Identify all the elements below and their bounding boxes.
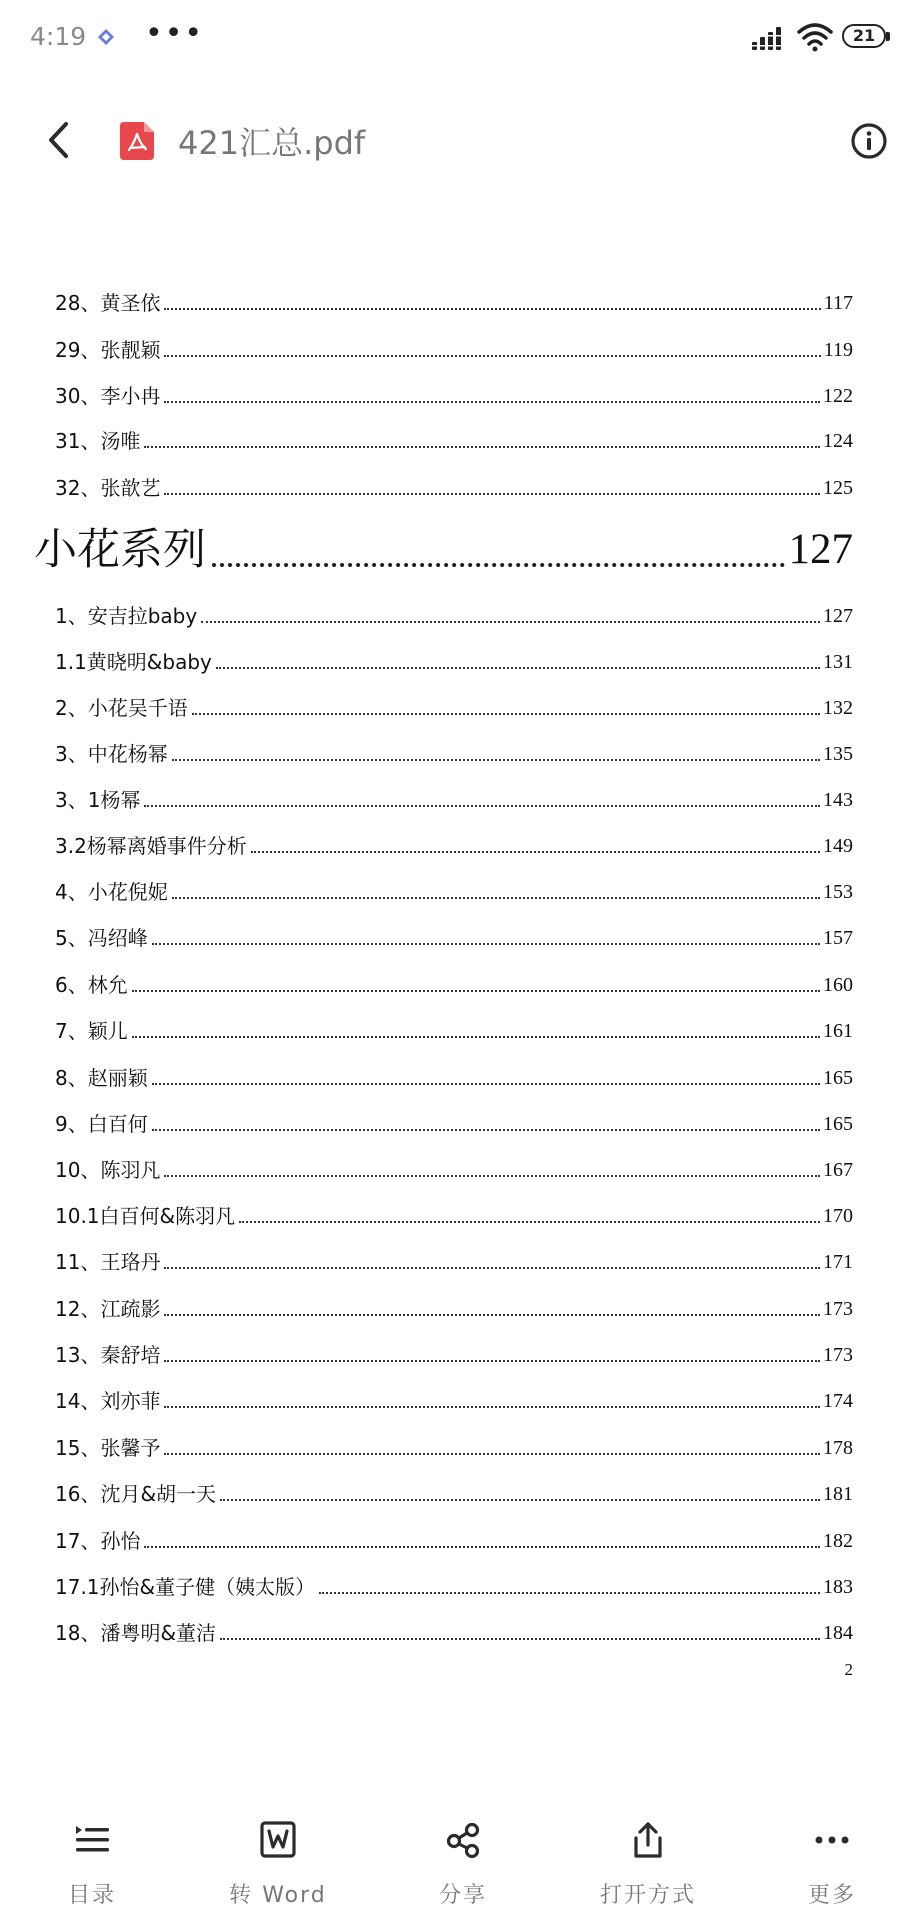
toc-entry-page: 125	[823, 477, 853, 499]
app-notification-icon	[96, 27, 116, 47]
toc-leader	[164, 355, 820, 357]
toc-entry-page: 143	[823, 789, 853, 811]
toc-entry-title: 10.1白百何&陈羽凡	[55, 1204, 236, 1228]
word-doc-icon	[258, 1820, 298, 1860]
toc-entry[interactable]	[55, 962, 853, 998]
page-number: 2	[844, 1660, 853, 1679]
toc-leader	[144, 446, 820, 448]
toc-entry-title: 8、赵丽颖	[55, 1066, 148, 1090]
signal-icon	[752, 24, 788, 52]
toc-entry[interactable]	[55, 1332, 853, 1368]
toc-entry[interactable]	[55, 1564, 853, 1600]
toc-entry-page: 135	[823, 743, 853, 765]
toc-entry[interactable]	[55, 1239, 853, 1275]
toc-entry-page: 178	[823, 1437, 853, 1459]
toc-entry[interactable]	[55, 731, 853, 767]
status-bar	[0, 0, 922, 76]
toc-leader	[164, 401, 820, 403]
toc-entry-title: 18、潘粤明&董洁	[55, 1621, 217, 1645]
toc-entry[interactable]	[55, 418, 853, 454]
toc-entry-title: 15、张馨予	[55, 1436, 161, 1460]
toc-leader	[132, 1036, 820, 1038]
toc-entry-title: 30、李小冉	[55, 384, 161, 408]
toc-entry[interactable]	[55, 1378, 853, 1414]
toc-entry-title: 10、陈羽凡	[55, 1158, 161, 1182]
toc-leader	[216, 667, 820, 669]
toc-button[interactable]	[22, 1810, 162, 1920]
toc-leader	[132, 990, 820, 992]
toc-entry-page: 174	[823, 1390, 853, 1412]
status-time: 4:19	[30, 22, 87, 51]
list-icon	[72, 1820, 112, 1860]
toc-entry-title: 14、刘亦菲	[55, 1389, 161, 1413]
toc-entry-page: 173	[823, 1344, 853, 1366]
toc-entry-page: 182	[823, 1530, 853, 1552]
share-button[interactable]	[393, 1810, 533, 1920]
toc-entry[interactable]	[55, 593, 853, 629]
toc-entry-page: 122	[823, 385, 853, 407]
toc-leader	[192, 713, 820, 715]
pdf-file-icon	[120, 122, 154, 160]
toc-leader	[212, 563, 785, 567]
toc-leader	[144, 1546, 820, 1548]
toc-entry-page: 170	[823, 1205, 853, 1227]
toc-entry[interactable]	[55, 280, 853, 316]
document-title: 421汇总.pdf	[178, 124, 366, 162]
toc-entry-title: 16、沈月&胡一天	[55, 1482, 217, 1506]
toc-entry[interactable]	[55, 685, 853, 721]
toc-leader	[239, 1221, 820, 1223]
battery-icon	[842, 24, 892, 52]
toc-entry-title: 17、孙怡	[55, 1529, 141, 1553]
toc-entry-title: 3、1杨幂	[55, 788, 141, 812]
toc-entry-page: 161	[823, 1020, 853, 1042]
toc-entry[interactable]	[55, 869, 853, 905]
toc-entry[interactable]	[55, 639, 853, 675]
toc-entry[interactable]	[55, 1193, 853, 1229]
toc-entry[interactable]	[55, 465, 853, 501]
toc-entry[interactable]	[55, 823, 853, 859]
bottom-action-bar	[0, 1810, 922, 1920]
toc-leader	[164, 1267, 820, 1269]
toc-entry-title: 2、小花吴千语	[55, 696, 188, 720]
toc-entry-title: 4、小花倪妮	[55, 880, 168, 904]
toc-entry[interactable]	[55, 1610, 853, 1646]
toc-leader	[164, 493, 820, 495]
toc-entry-title: 32、张歆艺	[55, 476, 161, 500]
toc-entry-page: 117	[823, 292, 853, 314]
toc-entry-page: 183	[823, 1576, 853, 1598]
toc-leader	[164, 1175, 820, 1177]
toc-entry-title: 1.1黄晓明&baby	[55, 650, 212, 674]
battery-level: 21	[852, 26, 876, 45]
toc-entry-title: 11、王珞丹	[55, 1250, 161, 1274]
toc-entry-page: 184	[823, 1622, 853, 1644]
toc-section-heading[interactable]	[34, 518, 853, 578]
more-notifications-icon: •••	[145, 16, 205, 51]
toc-entry-page: 181	[823, 1483, 853, 1505]
toc-entry-title: 9、白百何	[55, 1112, 148, 1136]
toolbar	[0, 100, 922, 180]
upload-share-icon	[628, 1820, 668, 1860]
toc-entry-title: 1、安吉拉baby	[55, 604, 198, 628]
convert-word-label: 转 Word	[229, 1883, 327, 1908]
toc-entry-page: 119	[823, 339, 853, 361]
toc-entry-title: 5、冯绍峰	[55, 926, 148, 950]
toc-entry-title: 13、秦舒培	[55, 1343, 161, 1367]
toc-heading-page: 127	[788, 526, 853, 573]
more-button[interactable]	[762, 1810, 902, 1920]
toc-leader	[164, 1406, 820, 1408]
toc-entry-title: 31、汤唯	[55, 429, 141, 453]
toc-entry-title: 7、颖儿	[55, 1019, 128, 1043]
toc-entry-page: 131	[823, 651, 853, 673]
toc-leader	[144, 805, 820, 807]
open-with-button[interactable]	[578, 1810, 718, 1920]
toc-entry[interactable]	[55, 1425, 853, 1461]
toc-leader	[172, 759, 820, 761]
toc-leader	[251, 851, 820, 853]
toc-leader	[152, 943, 820, 945]
toc-entry-title: 6、林允	[55, 973, 128, 997]
toc-entry[interactable]	[55, 1147, 853, 1183]
toc-entry-page: 165	[823, 1113, 853, 1135]
toc-entry-title: 17.1孙怡&董子健（姨太版）	[55, 1575, 316, 1599]
toc-leader	[319, 1592, 820, 1594]
toc-entry[interactable]	[55, 327, 853, 363]
open-with-label: 打开方式	[599, 1883, 696, 1908]
toc-entry-title: 12、江疏影	[55, 1297, 161, 1321]
wifi-icon	[796, 22, 834, 52]
toc-label: 目录	[67, 1883, 116, 1908]
share-label: 分享	[438, 1883, 487, 1908]
toc-entry-page: 132	[823, 697, 853, 719]
toc-leader	[164, 308, 820, 310]
more-dots-icon	[812, 1820, 852, 1860]
toc-entry[interactable]	[55, 1055, 853, 1091]
toc-entry-page: 127	[823, 605, 853, 627]
toc-entry-page: 165	[823, 1067, 853, 1089]
back-button[interactable]	[38, 118, 82, 162]
toc-entry[interactable]	[55, 1518, 853, 1554]
toc-leader	[220, 1499, 820, 1501]
toc-entry-page: 171	[823, 1251, 853, 1273]
toc-entry[interactable]	[55, 915, 853, 951]
toc-entry[interactable]	[55, 777, 853, 813]
toc-entry-page: 173	[823, 1298, 853, 1320]
toc-entry[interactable]	[55, 1101, 853, 1137]
toc-leader	[164, 1314, 820, 1316]
toc-leader	[164, 1360, 820, 1362]
toc-entry-page: 157	[823, 927, 853, 949]
toc-entry-title: 29、张靓颖	[55, 338, 161, 362]
toc-entry-page: 167	[823, 1159, 853, 1181]
convert-word-button[interactable]	[208, 1810, 348, 1920]
toc-leader	[220, 1638, 820, 1640]
toc-entry-page: 160	[823, 974, 853, 996]
more-label: 更多	[807, 1883, 856, 1908]
toc-entry-page: 149	[823, 835, 853, 857]
toc-entry[interactable]	[55, 1286, 853, 1322]
toc-entry[interactable]	[55, 373, 853, 409]
toc-entry-title: 28、黄圣依	[55, 291, 161, 315]
toc-heading-title: 小花系列	[34, 525, 206, 575]
toc-entry[interactable]	[55, 1008, 853, 1044]
toc-leader	[172, 897, 820, 899]
toc-leader	[201, 621, 820, 623]
toc-leader	[164, 1453, 820, 1455]
toc-entry-title: 3.2杨幂离婚事件分析	[55, 834, 247, 858]
toc-leader	[152, 1129, 820, 1131]
toc-entry[interactable]	[55, 1471, 853, 1507]
info-icon[interactable]	[850, 122, 888, 160]
toc-entry-page: 124	[823, 430, 853, 452]
toc-entry-page: 153	[823, 881, 853, 903]
share-icon	[443, 1820, 483, 1860]
toc-entry-title: 3、中花杨幂	[55, 742, 168, 766]
toc-leader	[152, 1083, 820, 1085]
